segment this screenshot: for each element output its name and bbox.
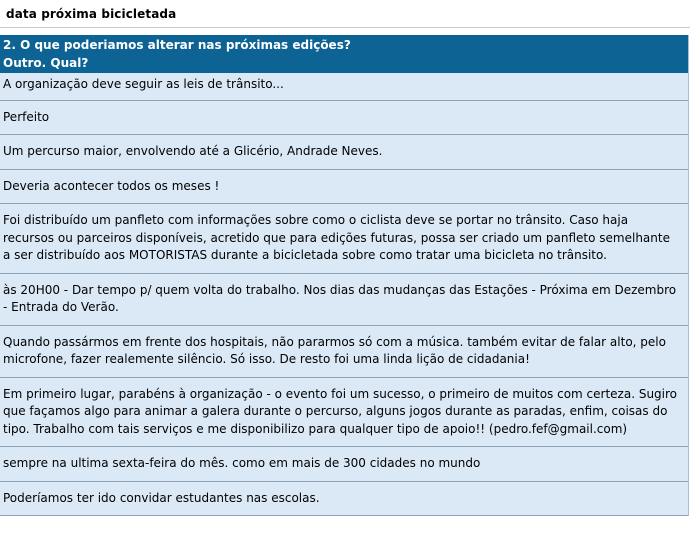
answer-item: Em primeiro lugar, parabéns à organização - o evento foi um sucesso, o primeiro de muitos com certeza. Sugiro que façamos algo para animar a galera durante o percurso, alguns jogos durante as paradas, enfim, coisas do tipo. Trabalho com tais serviços e me disponibilizo para qualquer tipo de apoio!! (pedro.fef@gmail.com) xyxy=(0,378,688,448)
spacer xyxy=(0,28,690,35)
answer-item: Quando passármos em frente dos hospitais, não pararmos só com a música. também evitar de falar alto, pelo microfone, fazer realemente silêncio. Só isso. De resto foi uma linda lição de cidadania! xyxy=(0,326,688,378)
answer-item: Perfeito xyxy=(0,101,688,136)
answers-list xyxy=(0,73,688,516)
answer-item: às 20H00 - Dar tempo p/ quem volta do trabalho. Nos dias das mudanças das Estações - Próxima em Dezembro - Entrada do Verão. xyxy=(0,274,688,326)
answer-item: Um percurso maior, envolvendo até a Glicério, Andrade Neves. xyxy=(0,135,688,170)
question-header xyxy=(0,35,688,73)
answer-item: Foi distribuído um panfleto com informações sobre como o ciclista deve se portar no trânsito. Caso haja recursos ou parceiros disponíveis, acretido que para edições futuras, possa ser criado um panfleto semelhante a ser distribuído aos MOTORISTAS durante a bicicletada sobre como tratar uma bicicleta no trânsito. xyxy=(0,204,688,274)
previous-question-title: data próxima bicicletada xyxy=(0,0,690,28)
answer-item: Deveria acontecer todos os meses ! xyxy=(0,170,688,205)
question-title: 2. O que poderiamos alterar nas próximas edições? xyxy=(3,38,351,52)
question-subtitle: Outro. Qual? xyxy=(3,56,89,70)
answer-item: A organização deve seguir as leis de trânsito... xyxy=(0,73,688,101)
answer-item: sempre na ultima sexta-feira do mês. como em mais de 300 cidades no mundo xyxy=(0,447,688,482)
answer-item: Poderíamos ter ido convidar estudantes nas escolas. xyxy=(0,482,688,517)
question-panel xyxy=(0,35,689,516)
